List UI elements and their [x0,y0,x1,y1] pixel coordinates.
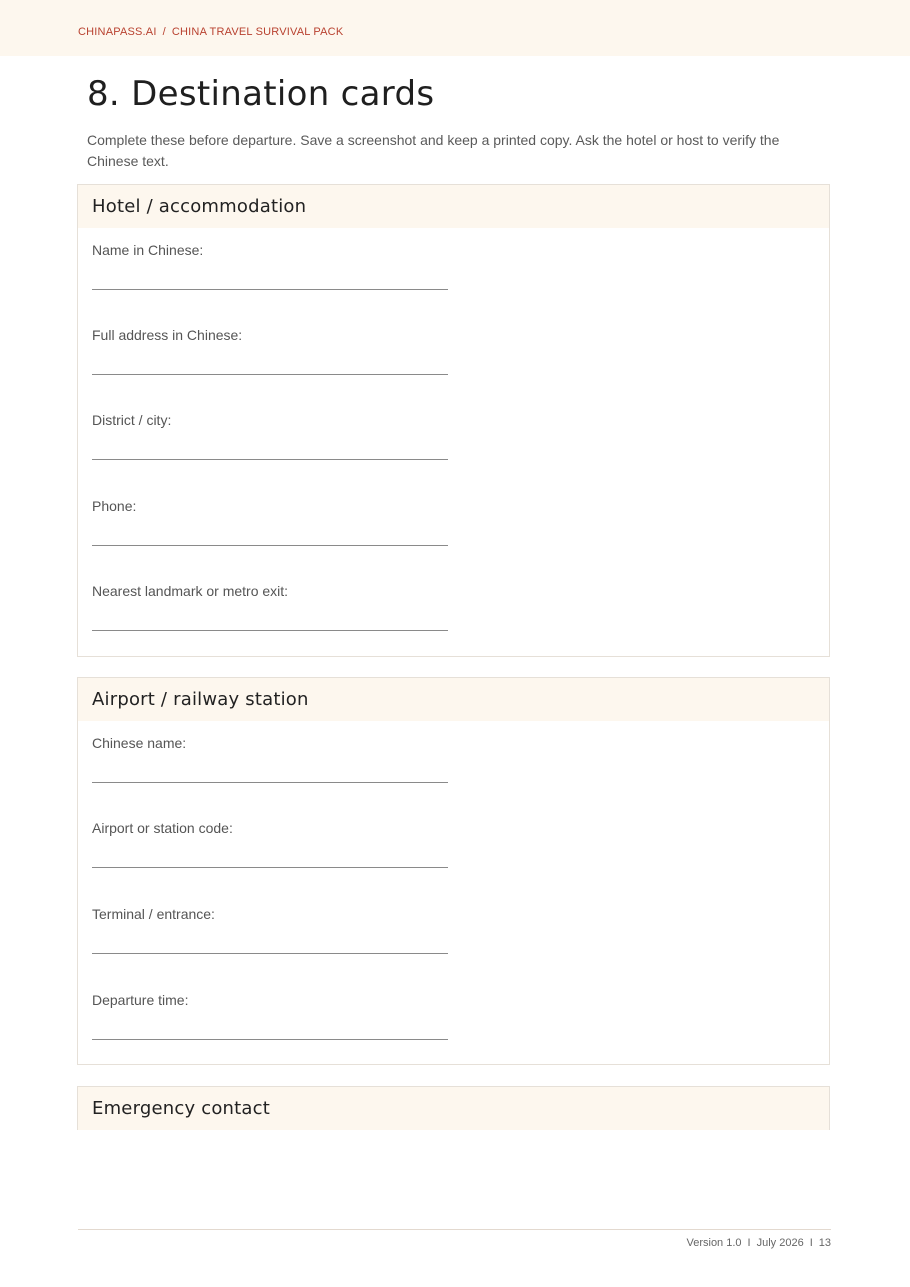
top-bar [0,0,910,56]
field-label: Nearest landmark or metro exit: [92,583,289,599]
hotel-landmark-field[interactable] [92,582,448,600]
hotel-card-title: Hotel / accommodation [92,196,307,217]
breadcrumb-separator: / [162,26,166,38]
write-in-line[interactable] [92,545,448,546]
field-label: Chinese name: [92,735,187,751]
page-title: 8. Destination cards [87,74,435,114]
field-label: Airport or station code: [92,820,233,836]
footer-version: Version 1.0 [686,1237,742,1249]
transport-card-title: Airport / railway station [92,689,309,710]
field-label: Full address in Chinese: [92,327,243,343]
hotel-card-header [78,185,829,228]
hotel-name-field[interactable] [92,241,448,259]
breadcrumb [78,26,343,38]
station-code-field[interactable] [92,819,448,837]
footer-date: July 2026 [756,1237,804,1249]
write-in-line[interactable] [92,782,448,783]
write-in-line[interactable] [92,374,448,375]
field-label: Phone: [92,498,137,514]
departure-time-field[interactable] [92,991,448,1009]
hotel-address-field[interactable] [92,326,448,344]
write-in-line[interactable] [92,289,448,290]
write-in-line[interactable] [92,1039,448,1040]
footer-separator: I [809,1237,813,1249]
emergency-card [77,1086,830,1130]
footer-divider [78,1229,831,1230]
station-name-field[interactable] [92,734,448,752]
emergency-card-header [78,1087,829,1130]
terminal-field[interactable] [92,905,448,923]
footer-page-number: 13 [818,1237,831,1249]
write-in-line[interactable] [92,867,448,868]
hotel-card [77,184,830,657]
breadcrumb-brand: CHINAPASS.AI [78,26,157,38]
hotel-district-field[interactable] [92,411,448,429]
transport-card-header [78,678,829,721]
field-label: District / city: [92,412,172,428]
emergency-card-title: Emergency contact [92,1098,271,1119]
footer-separator: I [747,1237,751,1249]
write-in-line[interactable] [92,953,448,954]
write-in-line[interactable] [92,630,448,631]
field-label: Terminal / entrance: [92,906,215,922]
write-in-line[interactable] [92,459,448,460]
field-label: Name in Chinese: [92,242,204,258]
page-intro: Complete these before departure. Save a screenshot and keep a printed copy. Ask the hotel or host to verify the Chinese text. [87,132,780,169]
page-footer [686,1237,831,1249]
transport-card [77,677,830,1065]
breadcrumb-section: CHINA TRAVEL SURVIVAL PACK [171,26,344,38]
hotel-phone-field[interactable] [92,497,448,515]
field-label: Departure time: [92,992,189,1008]
